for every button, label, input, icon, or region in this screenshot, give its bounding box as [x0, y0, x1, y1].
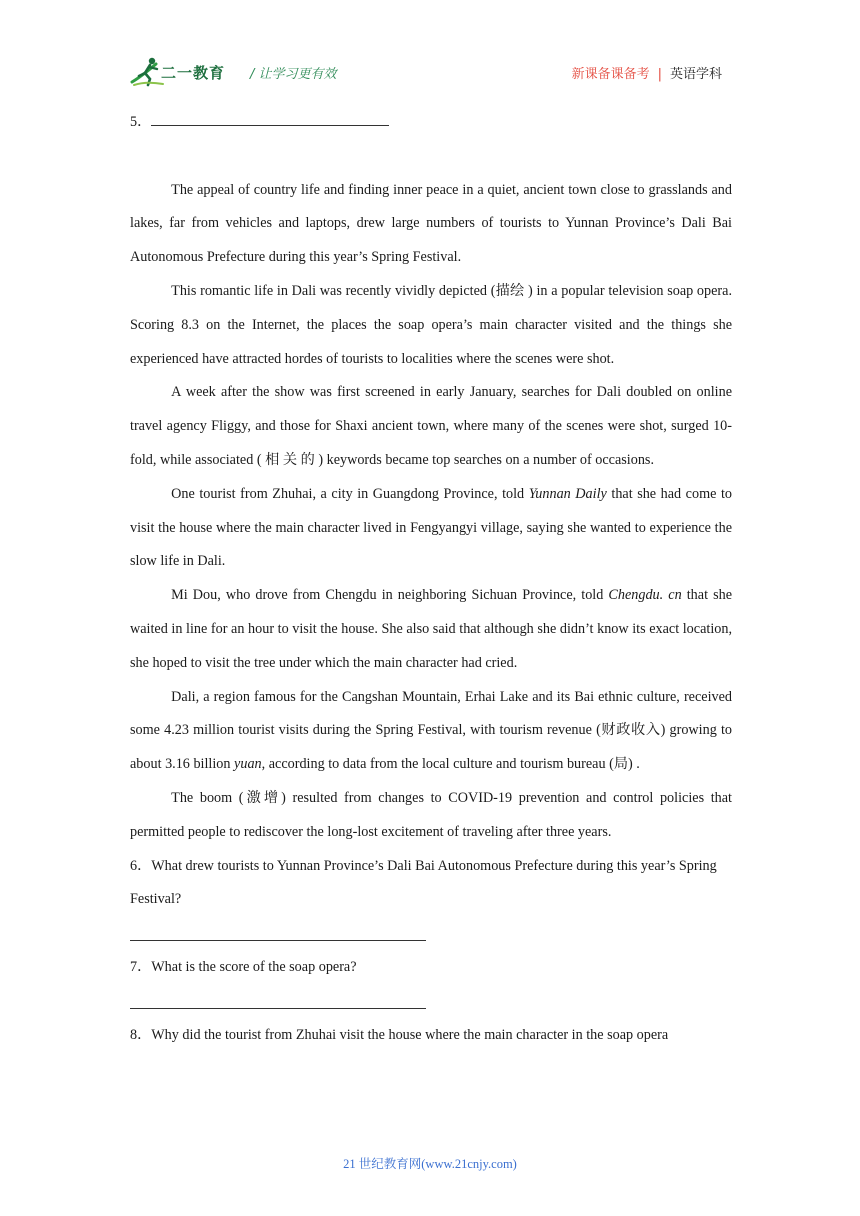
paragraph-6-text-end: , according to data from the local culture and tourism bureau (局) .: [261, 756, 640, 773]
passage-paragraph-7: The boom (激增) resulted from changes to COVID-19 prevention and control policies that permitted people to rediscover the long-lost excitement of traveling after three years.: [130, 789, 732, 840]
question-7-answer-line[interactable]: [130, 985, 732, 1019]
passage-paragraph-4: [130, 478, 732, 579]
question-6: 6．What drew tourists to Yunnan Province’s Dali Bai Autonomous Prefecture during this year’s Spring Festival?: [130, 857, 717, 908]
logo: [130, 54, 240, 90]
question-5-label: 5．: [130, 114, 152, 130]
document-body: [130, 106, 732, 1052]
slogan: / 让学习更有效: [250, 67, 337, 82]
page-footer[interactable]: 21 世纪教育网(www.21cnjy.com): [343, 1157, 517, 1171]
spacer: [130, 140, 732, 174]
passage-paragraph-5: [130, 579, 732, 680]
question-6-answer-line[interactable]: [130, 917, 732, 951]
question-5: [130, 106, 732, 140]
header-subject: [572, 63, 722, 82]
passage-paragraph-2: This romantic life in Dali was recently vividly depicted (描绘 ) in a popular television soap opera. Scoring 8.3 on the Internet, the places the soap opera’s main character visited and the things she experienced have attracted hordes of tourists to localities where the scenes were shot.: [130, 282, 732, 367]
newspaper-name: Yunnan Daily: [528, 485, 607, 502]
paragraph-4-text-end: that she had come to visit the house where the main character lived in Fengyangyi village, saying she wanted to experience the slow life in Dali.: [130, 485, 732, 570]
paragraph-5-text: Mi Dou, who drove from Chengdu in neighboring Sichuan Province, told: [171, 587, 609, 604]
passage-paragraph-3: A week after the show was first screened in early January, searches for Dali doubled on online travel agency Fliggy, and those for Shaxi ancient town, where many of the scenes were shot, surged 10-fold, while associated ( 相 关 的 ) keywords became top searches on a number of occasions.: [130, 384, 732, 468]
question-7: 7．What is the score of the soap opera?: [130, 958, 357, 975]
passage-paragraph-1: The appeal of country life and finding inner peace in a quiet, ancient town close to grasslands and lakes, far from vehicles and laptops, drew large numbers of tourists to Yunnan Province’s Dali Bai Autonomous Prefecture during this year’s Spring Festival.: [130, 181, 732, 266]
paragraph-4-text: One tourist from Zhuhai, a city in Guangdong Province, told: [171, 485, 529, 502]
header-subject-label: 英语学科: [669, 67, 722, 82]
paragraph-5-text-end: that she waited in line for an hour to visit the house. She also said that although she didn’t know its exact location, she hoped to visit the tree under which the main character had cried.: [130, 587, 733, 671]
header-separator: |: [657, 67, 662, 82]
header-course-label: 新课备课备考: [571, 67, 650, 82]
question-5-answer-blank[interactable]: [151, 113, 389, 126]
website-name: Chengdu. cn: [608, 587, 682, 604]
logo-text: 二一教育: [161, 64, 226, 82]
question-8: 8．Why did the tourist from Zhuhai visit the house where the main character in the soap opera: [130, 1026, 669, 1043]
page-header: [130, 54, 730, 90]
passage-paragraph-6: [130, 681, 732, 782]
currency-word: yuan: [234, 756, 262, 773]
paragraph-6-text: Dali, a region famous for the Cangshan Mountain, Erhai Lake and its Bai ethnic culture, received some 4.23 million tourist visits during the Spring Festival, with tourism revenue (财政收入) growing to about 3.16 billion: [130, 688, 732, 773]
